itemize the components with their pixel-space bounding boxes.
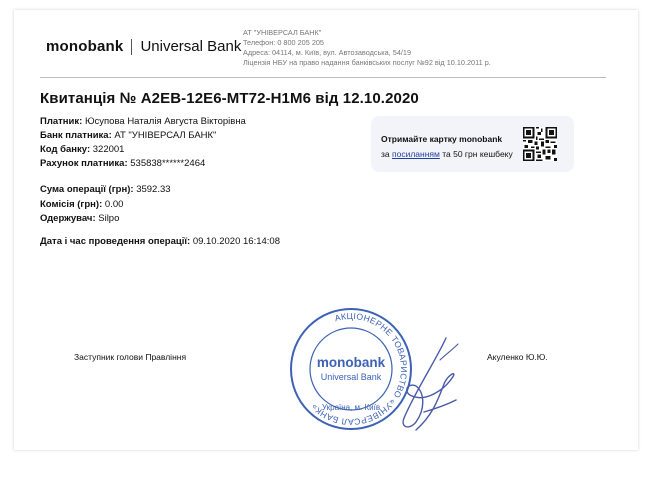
receipt-sheet: [14, 10, 638, 450]
promo-pre-link: за: [381, 149, 390, 159]
stamp-center-sub: Universal Bank: [320, 372, 382, 382]
bank-info: [243, 28, 491, 68]
payer-label: Платник:: [40, 116, 83, 127]
bank-phone: Телефон: 0 800 205 205: [243, 38, 324, 47]
brand-logo: [46, 38, 241, 55]
handwritten-signature-icon: [386, 330, 496, 440]
payer-bank-label: Банк платника:: [40, 130, 112, 141]
brand-divider: [131, 39, 132, 55]
account-row: [40, 158, 205, 169]
recipient-row: [40, 213, 119, 224]
promo-title: Отримайте картку monobank: [381, 134, 503, 144]
bank-name: АТ "УНІВЕРСАЛ БАНК": [243, 28, 322, 37]
qr-code-icon[interactable]: [523, 127, 557, 161]
amount-row: [40, 184, 171, 195]
receipt-title: Квитанція № A2EB-12E6-MT72-H1M6 від 12.10.2020: [40, 90, 419, 107]
payer-bank-row: [40, 130, 216, 141]
amount-label: Сума операції (грн):: [40, 184, 134, 195]
stamp-center-main: monobank: [316, 355, 386, 370]
datetime-value: 09.10.2020 16:14:08: [192, 236, 280, 247]
bank-license: Ліцензія НБУ на право надання банківських послуг №92 від 10.10.2011 р.: [243, 58, 491, 67]
signer-name: Акуленко Ю.Ю.: [487, 352, 548, 362]
fee-value: 0.00: [104, 199, 124, 210]
account-label: Рахунок платника:: [40, 158, 128, 169]
fee-row: [40, 199, 123, 210]
brand-main: monobank: [46, 38, 124, 55]
account-value: 535838******2464: [130, 158, 206, 169]
signer-position: Заступник голови Правління: [74, 352, 187, 362]
stamp-ring-text: АКЦІОНЕРНЕ ТОВАРИСТВО «УНІВЕРСАЛ БАНК»: [308, 310, 410, 428]
promo-post-link: та 50 грн кешбеку: [442, 149, 513, 159]
payer-row: [40, 116, 246, 127]
brand-sub: Universal Bank: [140, 38, 242, 55]
bank-code-row: [40, 144, 124, 155]
stamp-bottom-text: Україна, м. Київ: [321, 403, 381, 412]
bank-address: Адреса: 04114, м. Київ, вул. Автозаводська, 54/19: [243, 48, 412, 57]
recipient-value: Silpo: [98, 213, 120, 224]
promo-card: [371, 116, 574, 172]
datetime-row: [40, 236, 280, 247]
recipient-label: Одержувач:: [40, 213, 96, 224]
payer-value: Юсупова Наталія Августа Вікторівна: [84, 116, 246, 127]
promo-text: [381, 149, 513, 159]
fee-label: Комісія (грн):: [40, 199, 103, 210]
payer-bank-value: АТ "УНІВЕРСАЛ БАНК": [114, 130, 217, 141]
datetime-label: Дата і час проведення операції:: [40, 236, 191, 247]
promo-link[interactable]: посиланням: [392, 149, 440, 159]
amount-value: 3592.33: [136, 184, 171, 195]
header-divider: [40, 77, 606, 78]
bank-code-value: 322001: [92, 144, 125, 155]
bank-code-label: Код банку:: [40, 144, 91, 155]
